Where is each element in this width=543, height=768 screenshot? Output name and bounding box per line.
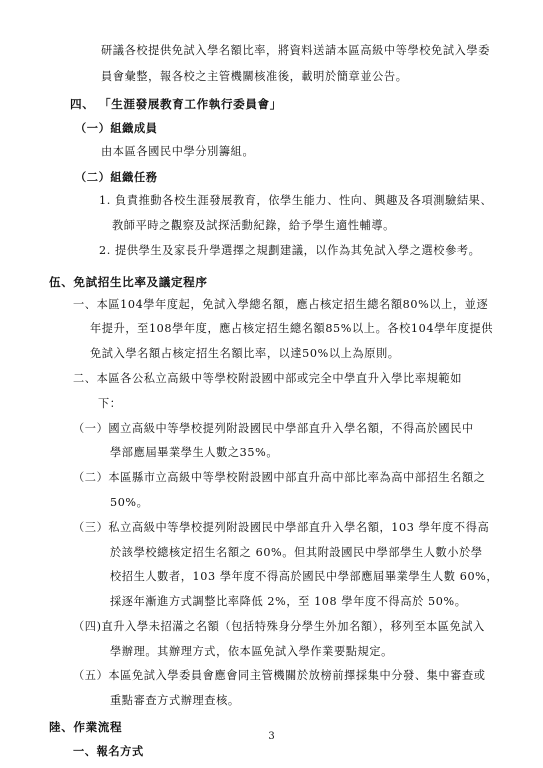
section-heading-6: 陸、作業流程: [49, 720, 123, 734]
text-line: 員會彙整，報各校之主管機關核准後，載明於簡章並公告。: [101, 70, 408, 83]
list-item-line: 於該學校總核定招生名額之 60%。但其附設國民中學部學生人數小於學: [110, 546, 483, 559]
section-heading-5: 伍、免試招生比率及議定程序: [49, 275, 208, 289]
list-item-line: 學部應屆畢業學生人數之35%。: [110, 446, 279, 459]
text-line: 年提升，至108學年度，應占核定招生總名額85%以上。各校104學年度提供: [90, 322, 494, 335]
section-heading-4: 四、 「生涯發展教育工作執行委員會」: [70, 97, 282, 111]
subsection-title: （二）組織任務: [75, 170, 158, 184]
list-item-line: 教師平時之觀察及試探活動紀錄，給予學生適性輔導。: [112, 219, 395, 232]
text-line: 研議各校提供免試入學名額比率，將資料送請本區高級中等學校免試入學委: [101, 44, 490, 57]
text-line: 下：: [98, 397, 122, 410]
list-item-line: 2. 提供學生及家長升學選擇之規劃建議，以作為其免試入學之選校參考。: [99, 244, 481, 257]
list-item-line: （五）本區免試入學委員會應會同主管機關於放榜前擇採集中分發、集中審查或: [73, 669, 486, 682]
text-line: 二、本區各公私立高級中等學校附設國中部或完全中學直升入學比率規範如: [73, 372, 462, 385]
subsection-title: 一、報名方式: [73, 744, 144, 758]
list-item-line: 重點審查方式辦理查核。: [110, 694, 240, 707]
list-item-line: 採逐年漸進方式調整比率降低 2%，至 108 學年度不得高於 50%。: [110, 595, 467, 608]
list-item-line: （三）私立高級中等學校提列附設國民中學部直升入學名額，103 學年度不得高: [73, 521, 490, 534]
list-item-line: （四)直升入學未招滿之名額（包括特殊身分學生外加名額），移列至本區免試入: [73, 620, 485, 633]
list-item-line: 50%。: [110, 496, 149, 509]
list-item-line: 校招生人數者，103 學年度不得高於國民中學部應屆畢業學生人數 60%，: [110, 570, 499, 583]
list-item-line: 1. 負責推動各校生涯發展教育，依學生能力、性向、興趣及各項測驗結果、: [99, 194, 493, 207]
text-line: 由本區各國民中學分別籌組。: [101, 145, 255, 158]
page-number: 3: [268, 731, 275, 742]
list-item-line: 學辦理。其辦理方式，依本區免試入學作業要點規定。: [110, 645, 393, 658]
text-line: 一、本區104學年度起，免試入學總名額，應占核定招生總名額80%以上，並逐: [73, 298, 489, 311]
list-item-line: （二）本區縣市立高級中等學校附設國中部直升高中部比率為高中部招生名額之: [73, 471, 486, 484]
list-item-line: （一）國立高級中等學校提列附設國民中學部直升入學名額，不得高於國民中: [73, 422, 474, 435]
subsection-title: （一）組織成員: [75, 121, 158, 135]
text-line: 免試入學名額占核定招生名額比率，以達50%以上為原則。: [90, 347, 400, 360]
